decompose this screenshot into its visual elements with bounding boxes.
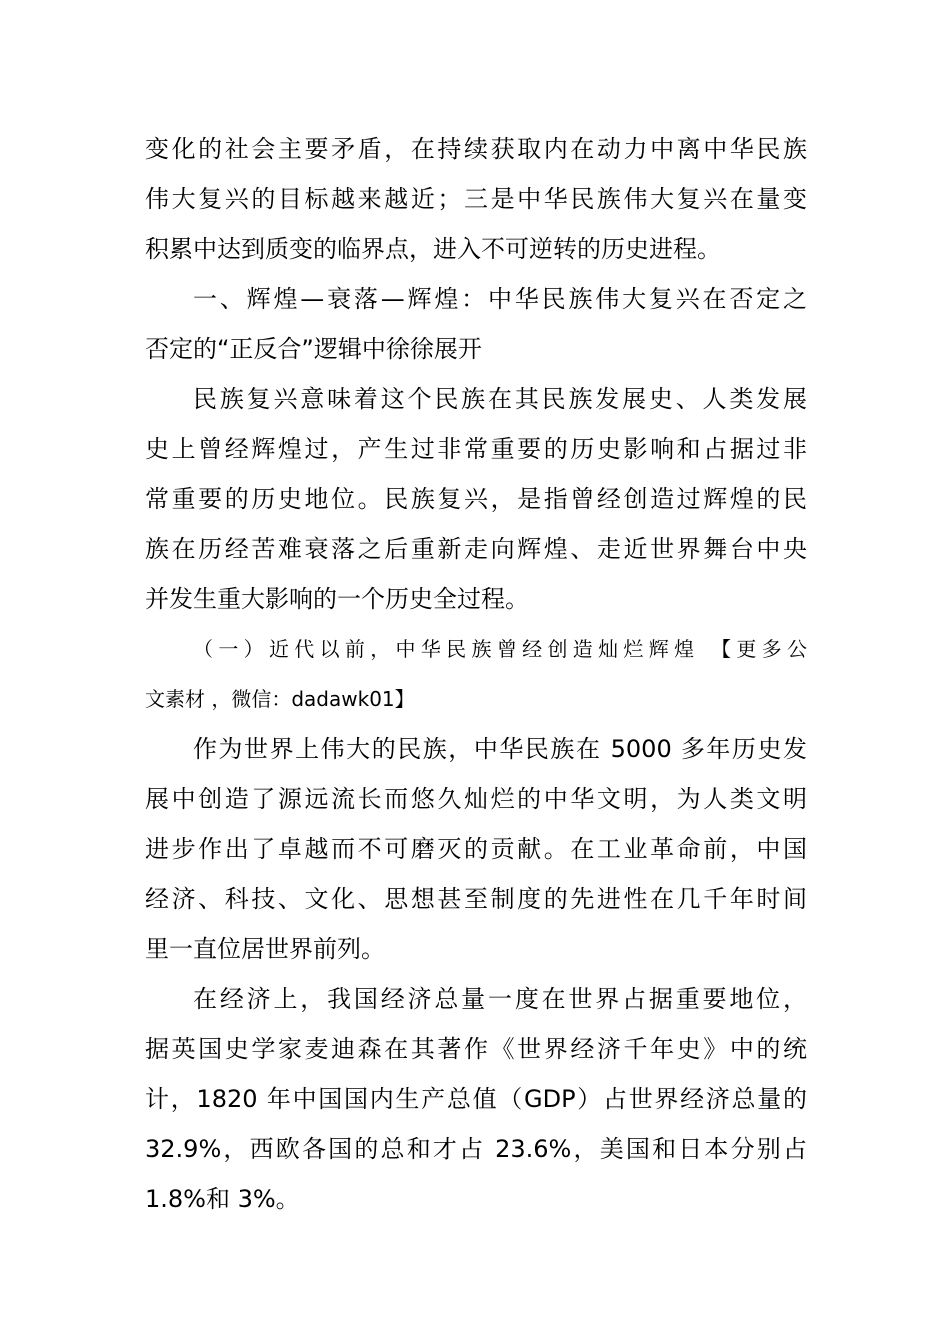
text-line: 族在历经苦难衰落之后重新走向辉煌、走近世界舞台中央 (145, 535, 807, 563)
text-line: 计，1820 年中国国内生产总值（GDP）占世界经济总量的 (145, 1085, 807, 1113)
text-line: 常重要的历史地位。民族复兴，是指曾经创造过辉煌的民 (145, 485, 807, 513)
text-line: 作为世界上伟大的民族，中华民族在 5000 多年历史发 (193, 735, 807, 763)
subsection-heading-line: （一）近代以前，中华民族曾经创造灿烂辉煌 【更多公 (193, 637, 807, 661)
text-line: 变化的社会主要矛盾，在持续获取内在动力中离中华民族 (145, 135, 807, 163)
text-line: 积累中达到质变的临界点，进入不可逆转的历史进程。 (145, 235, 721, 263)
text-line: 经济、科技、文化、思想甚至制度的先进性在几千年时间 (145, 885, 807, 913)
text-line: 史上曾经辉煌过，产生过非常重要的历史影响和占据过非 (145, 435, 807, 463)
section-heading-line: 一、辉煌—衰落—辉煌：中华民族伟大复兴在否定之 (193, 285, 807, 313)
text-line: 里一直位居世界前列。 (145, 935, 385, 963)
section-heading-line: 否定的“正反合”逻辑中徐徐展开 (145, 335, 482, 363)
text-line: 展中创造了源远流长而悠久灿烂的中华文明，为人类文明 (145, 785, 807, 813)
subsection-heading-line: 文素材 ，微信：dadawk01】 (145, 687, 415, 711)
text-line: 民族复兴意味着这个民族在其民族发展史、人类发展 (193, 385, 807, 413)
text-line: 伟大复兴的目标越来越近；三是中华民族伟大复兴在量变 (145, 185, 807, 213)
text-line: 据英国史学家麦迪森在其著作《世界经济千年史》中的统 (145, 1035, 807, 1063)
document-body (145, 124, 807, 1224)
text-line: 进步作出了卓越而不可磨灭的贡献。在工业革命前，中国 (145, 835, 807, 863)
text-line: 1.8%和 3%。 (145, 1185, 300, 1213)
text-line: 32.9%，西欧各国的总和才占 23.6%，美国和日本分别占 (145, 1135, 807, 1163)
text-line: 在经济上，我国经济总量一度在世界占据重要地位， (193, 985, 807, 1013)
text-line: 并发生重大影响的一个历史全过程。 (145, 585, 529, 613)
